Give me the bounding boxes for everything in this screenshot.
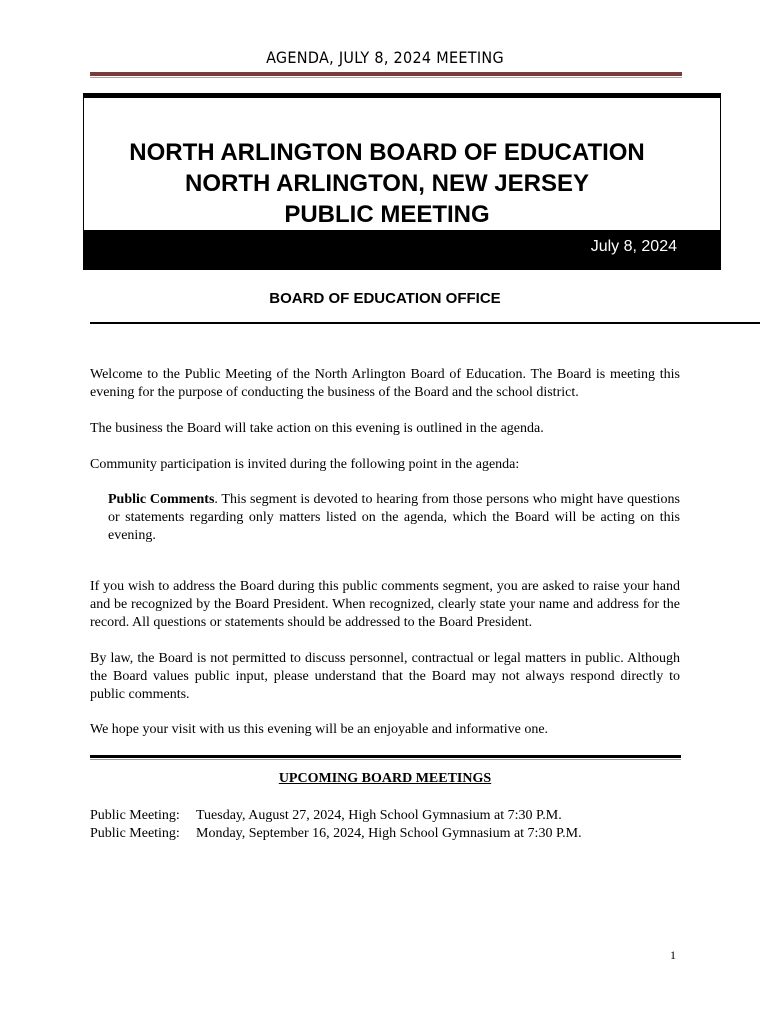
welcome-paragraph: Welcome to the Public Meeting of the North Arlington Board of Education. The Board is meeting this evening for the purpose of conducting the business of the Board and the school district. — [90, 367, 680, 400]
title-line-meeting: PUBLIC MEETING — [284, 201, 490, 228]
meeting-item — [90, 807, 562, 825]
running-header: AGENDA, JULY 8, 2024 MEETING — [266, 48, 504, 67]
hope-paragraph: We hope your visit with us this evening will be an enjoyable and informative one. — [90, 722, 549, 737]
header-rule — [90, 72, 682, 76]
address-board-paragraph: If you wish to address the Board during this public comments segment, you are asked to raise your hand and be recognized by the Board President. When recognized, clearly state your name and address for the record. All questions or statements should be addressed to the Board President. — [90, 579, 680, 630]
office-rule — [90, 322, 760, 324]
meeting-detail: Tuesday, August 27, 2024, High School Gymnasium at 7:30 P.M. — [196, 808, 562, 823]
page-number: 1 — [670, 948, 676, 962]
meeting-item — [90, 825, 582, 843]
meeting-date: July 8, 2024 — [590, 238, 677, 255]
business-paragraph: The business the Board will take action on this evening is outlined in the agenda. — [90, 421, 544, 436]
public-comments-label: Public Comments — [108, 492, 215, 507]
public-comments-text: . This segment is devoted to hearing from those persons who might have questions or statements regarding only matters listed on the agenda, which the Board will be acting on this evening. — [108, 492, 680, 543]
title-line-board: NORTH ARLINGTON BOARD OF EDUCATION — [129, 139, 645, 166]
date-bar — [83, 230, 721, 270]
meeting-label: Public Meeting: — [90, 808, 180, 823]
section-rule-thin — [90, 759, 681, 760]
header-rule-thin — [90, 77, 682, 78]
meeting-detail: Monday, September 16, 2024, High School Gymnasium at 7:30 P.M. — [196, 826, 582, 841]
community-paragraph: Community participation is invited during the following point in the agenda: — [90, 457, 520, 472]
section-rule — [90, 755, 681, 758]
title-line-location: NORTH ARLINGTON, NEW JERSEY — [184, 170, 590, 197]
meeting-label: Public Meeting: — [90, 826, 180, 841]
title-block — [83, 137, 691, 230]
upcoming-meetings-heading: UPCOMING BOARD MEETINGS — [278, 771, 492, 786]
by-law-paragraph: By law, the Board is not permitted to discuss personnel, contractual or legal matters in public. Although the Board values public input, please understand that the Board may not always respond directly to public comments. — [90, 651, 680, 702]
office-heading: BOARD OF EDUCATION OFFICE — [269, 290, 501, 307]
public-comments-paragraph — [108, 491, 680, 545]
